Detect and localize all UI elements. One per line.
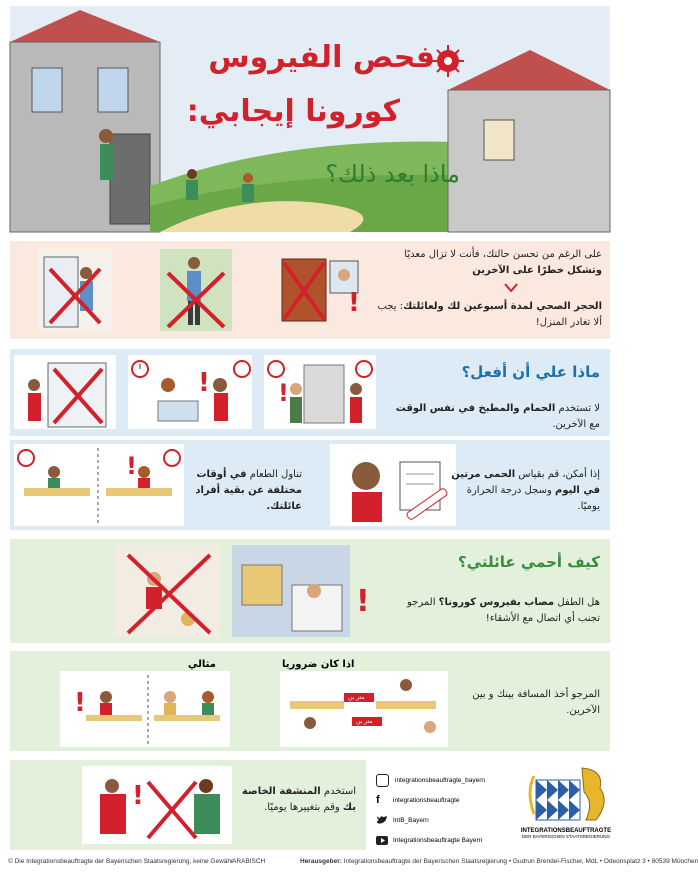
bathroom-door-figure — [14, 355, 116, 429]
svg-text:!: ! — [348, 288, 360, 318]
section-towel — [10, 760, 366, 850]
bavarian-logo: INTEGRATIONSBEAUFTRAGTE DER BAYERISCHEN STAATSREGIERUNG — [520, 762, 612, 850]
social-links — [376, 770, 496, 850]
thermometer-figure — [330, 444, 456, 526]
social-youtube[interactable]: Integrationsbeauftragte Bayern — [376, 830, 496, 850]
section1-text-b: الحجر الصحي لمدة أسبوعين لك ولعائلتك: يجب ألا تغادر المنزل! — [377, 301, 602, 328]
door-exit-figure — [38, 249, 112, 331]
section3-text3: استخدم المنشفة الخاصة بك وقم بتغييرها يوميًا. — [241, 786, 356, 813]
distance-ideal-figure — [60, 671, 230, 747]
facebook-icon: f — [376, 794, 380, 806]
table-sign-1: متر ين — [348, 694, 365, 701]
label-ideal: مثالي — [188, 659, 216, 670]
walking-outside-figure — [160, 249, 232, 331]
section-what-to-do — [10, 349, 610, 530]
svg-text:!: ! — [198, 368, 210, 398]
kitchen-figure — [264, 355, 376, 429]
instagram-icon — [376, 774, 389, 787]
section2-text2: إذا أمكن، قم بقياس الحمى مرتين في اليوم وسجل درجة الحرارة يوميًا. — [451, 469, 600, 512]
social-instagram[interactable]: integrationsbeauftragte_bayern — [376, 770, 496, 790]
section2-text1: لا تستخدم الحمام والمطبخ في نفس الوقت مع الآخرين. — [395, 403, 600, 430]
svg-text:!: ! — [74, 688, 86, 718]
section3-text1: هل الطفل مصاب بفيروس كورونا؟ المرجو تجنب أي اتصال مع الأشقاء! — [407, 597, 600, 624]
section2-text3: تناول الطعام في أوقات مختلفة عن بقية أفراد عائلتك. — [195, 469, 302, 512]
section2-heading: ماذا علي أن أفعل؟ — [461, 363, 600, 381]
stay-home-window-figure — [278, 249, 362, 331]
section1-text-a: على الرغم من تحسن حالتك، فأنت لا تزال معديًا وتشكل خطرًا على الآخرين — [404, 249, 602, 276]
svg-text:!: ! — [132, 781, 144, 811]
section-distance — [10, 651, 610, 751]
section2-divider — [10, 436, 610, 440]
twitter-icon — [376, 815, 388, 825]
youtube-icon — [376, 836, 388, 845]
section-protect-family — [10, 539, 610, 643]
svg-text:!: ! — [126, 452, 137, 480]
section3-heading: كيف أحمي عائلتي؟ — [458, 553, 600, 571]
table-sign-2: متر ين — [356, 718, 373, 725]
hero-illustration — [10, 6, 610, 232]
svg-text:!: ! — [278, 379, 289, 407]
footer-copyright: © Die Integrationsbeauftragte der Bayerischen Staatsregierung, keine Gewähr — [8, 858, 234, 865]
section-quarantine — [10, 241, 610, 339]
sick-child-room-figure — [232, 545, 382, 637]
title-line-2: كورونا إيجابي: — [186, 94, 400, 129]
svg-text:!: ! — [356, 584, 370, 619]
bavarian-crest-icon — [520, 762, 612, 824]
chevron-down-icon — [504, 283, 518, 293]
distance-needed-figure — [280, 671, 448, 747]
social-twitter[interactable]: IntB_Bayern — [376, 810, 496, 830]
towel-figure — [82, 766, 232, 844]
footer-publisher: Herausgeber: Integrationsbeauftragte der Bayerischen Staatsregierung • Gudrun Brendel-Fischer, MdL • Odeonsplatz 3 • 80539 München — [300, 858, 698, 865]
subtitle: ماذا بعد ذلك؟ — [325, 160, 460, 188]
label-if-needed: اذا كان ضروريا — [282, 659, 355, 670]
handwashing-figure — [128, 355, 252, 429]
separate-meals-figure — [14, 444, 184, 526]
section3-text2: المرجو أخذ المسافة بينك و بين الآخرين. — [472, 689, 600, 716]
title-line-1: فحص الفيروس — [208, 40, 435, 75]
social-facebook[interactable]: f integrationsbeauftragte — [376, 794, 460, 806]
footer-language: ARABISCH — [232, 858, 266, 865]
child-play-crossed-figure — [114, 545, 220, 637]
